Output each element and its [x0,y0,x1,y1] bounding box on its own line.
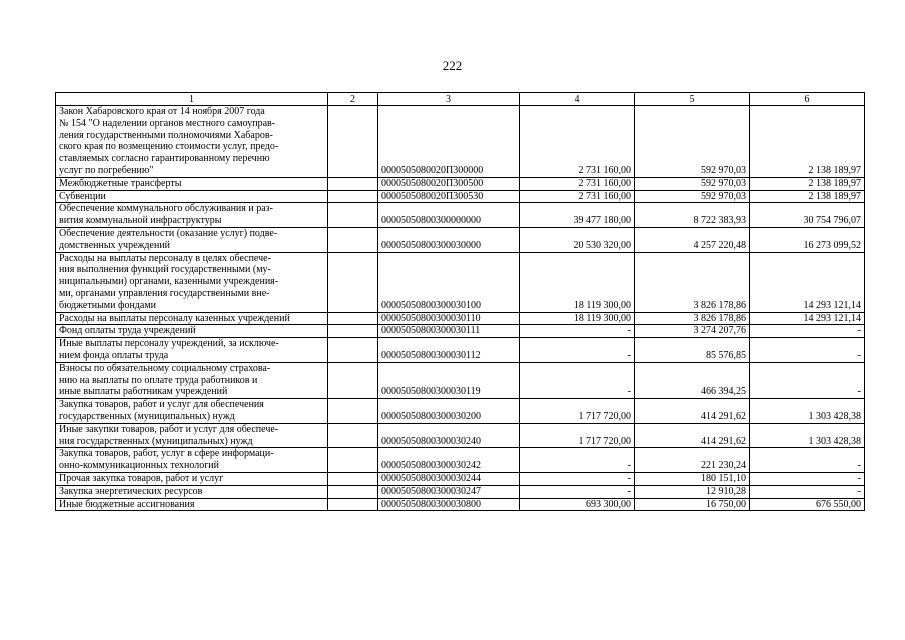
row-name-line: онно-коммуникационных технологий [59,460,220,472]
row-col-2 [328,227,378,252]
row-value-col-6: 1 303 428,38 [750,423,865,448]
row-col-2 [328,498,378,511]
row-col-2 [328,338,378,363]
row-value-col-4: 18 119 300,00 [520,252,635,312]
row-name-line: домственных учреждений [59,239,171,251]
row-value-col-4: 18 119 300,00 [520,312,635,325]
table-row [56,190,865,203]
row-name-line: ния государственных (муниципальных) нужд [59,435,253,447]
row-col-2 [328,252,378,312]
row-value-col-6: 30 754 796,07 [750,203,865,228]
table-body [56,106,865,511]
row-name-line: нием фонда оплаты труда [59,349,169,361]
row-name [56,338,328,363]
table-row [56,423,865,448]
row-name-line: вития коммунальной инфраструктуры [59,215,222,227]
row-name [56,106,328,178]
table-header-row [56,93,865,106]
row-name-line: Обеспечение деятельности (оказание услуг) подве- [59,227,278,239]
row-value-col-6: 2 138 189,97 [750,190,865,203]
table-row [56,325,865,338]
row-code: 00005050800300030100 [378,252,520,312]
row-name-line: ставляемых согласно гарантированному перечню [59,153,270,165]
table-row [56,338,865,363]
row-name [56,472,328,485]
row-name-line: ского края по возмещению стоимости услуг, предо- [59,141,279,153]
row-value-col-6: 676 550,00 [750,498,865,511]
row-value-col-4: 1 717 720,00 [520,399,635,424]
row-name-line: Закупка товаров, работ и услуг для обеспечения [59,399,264,411]
row-value-col-4: - [520,325,635,338]
table-row [56,485,865,498]
row-name [56,190,328,203]
table-row [56,472,865,485]
row-name-line: ния выполнения функций государственными (му- [59,264,271,276]
row-code: 00005050800300030244 [378,472,520,485]
row-code: 0000505080020П300530 [378,190,520,203]
row-name [56,227,328,252]
row-value-col-5: 85 576,85 [635,338,750,363]
row-value-col-5: 414 291,62 [635,423,750,448]
row-code: 00005050800300030800 [378,498,520,511]
row-name-line: бюджетными фондами [59,299,157,311]
row-value-col-6: - [750,472,865,485]
row-value-col-6: - [750,338,865,363]
row-col-2 [328,203,378,228]
row-name [56,485,328,498]
header-col-6: 6 [750,93,865,106]
row-value-col-5: 8 722 383,93 [635,203,750,228]
row-value-col-5: 466 394,25 [635,362,750,398]
row-value-col-5: 180 151,10 [635,472,750,485]
row-value-col-4: 20 530 320,00 [520,227,635,252]
row-value-col-4: 39 477 180,00 [520,203,635,228]
header-col-4: 4 [520,93,635,106]
row-name-line: Межбюджетные трансферты [59,177,182,189]
row-code: 00005050800300030111 [378,325,520,338]
row-name [56,362,328,398]
row-code: 00005050800300030242 [378,448,520,473]
row-value-col-6: 14 293 121,14 [750,252,865,312]
row-value-col-5: 592 970,03 [635,106,750,178]
table-row [56,203,865,228]
row-value-col-4: - [520,448,635,473]
table-row [56,177,865,190]
row-name-line: нию на выплаты по оплате труда работников и [59,374,258,386]
row-col-2 [328,472,378,485]
row-code: 0000505080020П300500 [378,177,520,190]
header-col-1: 1 [56,93,328,106]
table-row [56,252,865,312]
row-name-line: государственных (муниципальных) нужд [59,410,235,422]
row-name-line: Расходы на выплаты персоналу казенных учреждений [59,312,290,324]
row-col-2 [328,177,378,190]
row-name [56,399,328,424]
budget-table [55,92,865,511]
row-value-col-4: - [520,472,635,485]
row-value-col-4: 693 300,00 [520,498,635,511]
row-value-col-4: 2 731 160,00 [520,106,635,178]
row-code: 0000505080020П300000 [378,106,520,178]
row-col-2 [328,325,378,338]
row-value-col-4: 2 731 160,00 [520,190,635,203]
row-name [56,312,328,325]
row-name-line: Фонд оплаты труда учреждений [59,325,196,337]
row-value-col-5: 221 230,24 [635,448,750,473]
row-col-2 [328,448,378,473]
row-name-line: ления государственными полномочиями Хабаров- [59,129,273,141]
row-col-2 [328,485,378,498]
row-value-col-6: - [750,325,865,338]
row-name-line: Закупка товаров, работ, услуг в сфере информаци- [59,448,274,460]
row-value-col-6: - [750,448,865,473]
row-code: 00005050800300000000 [378,203,520,228]
row-name [56,177,328,190]
table-row [56,106,865,178]
row-name [56,252,328,312]
row-code: 00005050800300030119 [378,362,520,398]
table-row [56,362,865,398]
row-name [56,448,328,473]
row-col-2 [328,312,378,325]
row-name-line: услуг по погребению" [59,164,154,176]
row-name-line: Прочая закупка товаров, работ и услуг [59,472,224,484]
row-value-col-4: - [520,338,635,363]
row-name [56,325,328,338]
row-value-col-4: - [520,485,635,498]
row-value-col-6: 2 138 189,97 [750,106,865,178]
table-row [56,312,865,325]
header-col-3: 3 [378,93,520,106]
row-value-col-5: 3 826 178,86 [635,252,750,312]
row-value-col-5: 16 750,00 [635,498,750,511]
row-col-2 [328,399,378,424]
row-value-col-5: 4 257 220,48 [635,227,750,252]
row-code: 00005050800300030112 [378,338,520,363]
row-name-line: иные выплаты работникам учреждений [59,386,228,398]
row-name-line: Закупка энергетических ресурсов [59,485,203,497]
row-name-line: Иные закупки товаров, работ и услуг для обеспече- [59,423,279,435]
row-value-col-5: 592 970,03 [635,190,750,203]
row-name-line: ми, органами управления государственными вне- [59,287,270,299]
header-col-5: 5 [635,93,750,106]
row-value-col-4: 2 731 160,00 [520,177,635,190]
row-name [56,203,328,228]
row-code: 00005050800300030240 [378,423,520,448]
row-value-col-6: - [750,362,865,398]
row-value-col-5: 3 826 178,86 [635,312,750,325]
row-value-col-4: 1 717 720,00 [520,423,635,448]
table-row [56,448,865,473]
page-number: 222 [442,58,463,73]
row-col-2 [328,106,378,178]
row-name-line: Взносы по обязательному социальному страхова- [59,362,271,374]
row-name-line: Иные бюджетные ассигнования [59,498,195,510]
row-value-col-6: 14 293 121,14 [750,312,865,325]
row-name-line: Иные выплаты персоналу учреждений, за исключе- [59,338,279,350]
row-code: 00005050800300030200 [378,399,520,424]
header-col-2: 2 [328,93,378,106]
row-col-2 [328,190,378,203]
row-name-line: Обеспечение коммунального обслуживания и раз- [59,203,273,215]
row-col-2 [328,423,378,448]
row-value-col-5: 414 291,62 [635,399,750,424]
row-value-col-5: 3 274 207,76 [635,325,750,338]
row-value-col-5: 12 910,28 [635,485,750,498]
row-name-line: Расходы на выплаты персоналу в целях обеспече- [59,252,271,264]
row-code: 00005050800300030110 [378,312,520,325]
row-name-line: Субвенции [59,190,106,202]
row-value-col-6: 2 138 189,97 [750,177,865,190]
row-value-col-5: 592 970,03 [635,177,750,190]
row-name [56,498,328,511]
row-name-line: № 154 "О наделении органов местного самоуправ- [59,117,276,129]
row-col-2 [328,362,378,398]
table-row [56,498,865,511]
table-row [56,399,865,424]
table-row [56,227,865,252]
row-value-col-4: - [520,362,635,398]
row-name-line: ниципальными) органами, казенными учреждения- [59,276,279,288]
row-value-col-6: - [750,485,865,498]
row-name [56,423,328,448]
row-code: 00005050800300030000 [378,227,520,252]
row-value-col-6: 16 273 099,52 [750,227,865,252]
row-value-col-6: 1 303 428,38 [750,399,865,424]
row-code: 00005050800300030247 [378,485,520,498]
row-name-line: Закон Хабаровского края от 14 ноября 2007 года [59,106,265,117]
